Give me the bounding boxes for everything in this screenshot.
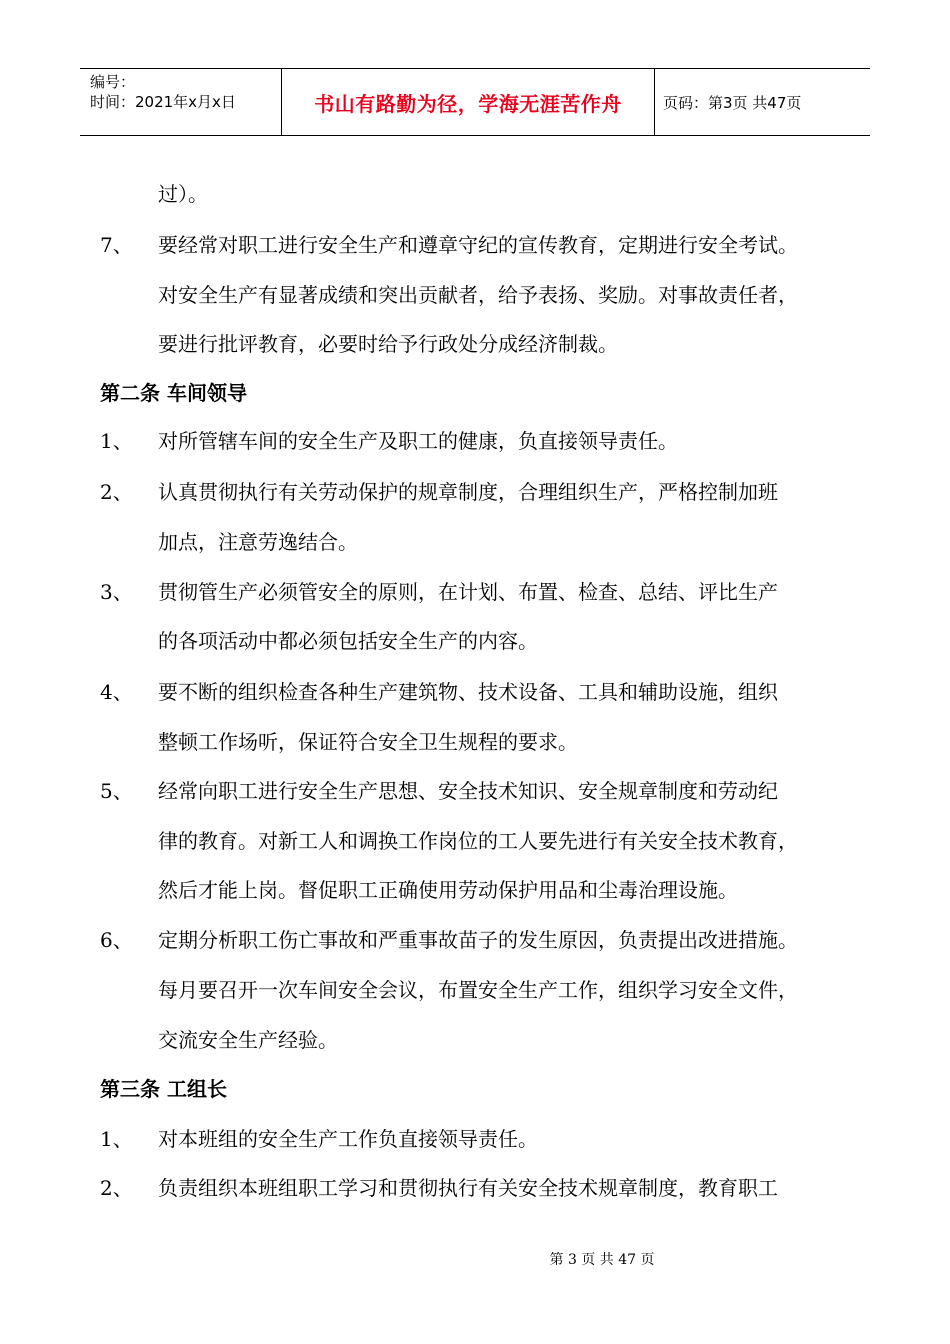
document-number-label: 编号： xyxy=(90,73,136,91)
page-footer: 第 3 页 共 47 页 xyxy=(549,1252,655,1268)
header-meta xyxy=(80,69,282,135)
section-heading: 第二条 车间领导 xyxy=(100,381,247,405)
page-header xyxy=(80,68,870,136)
header-motto: 书山有路勤为径，学海无涯苦作舟 xyxy=(282,69,655,135)
section-heading: 第三条 工组长 xyxy=(100,1077,227,1101)
header-page-info: 页码：第3页 共47页 xyxy=(663,93,802,112)
document-time: 时间：2021年x月x日 xyxy=(90,93,236,111)
